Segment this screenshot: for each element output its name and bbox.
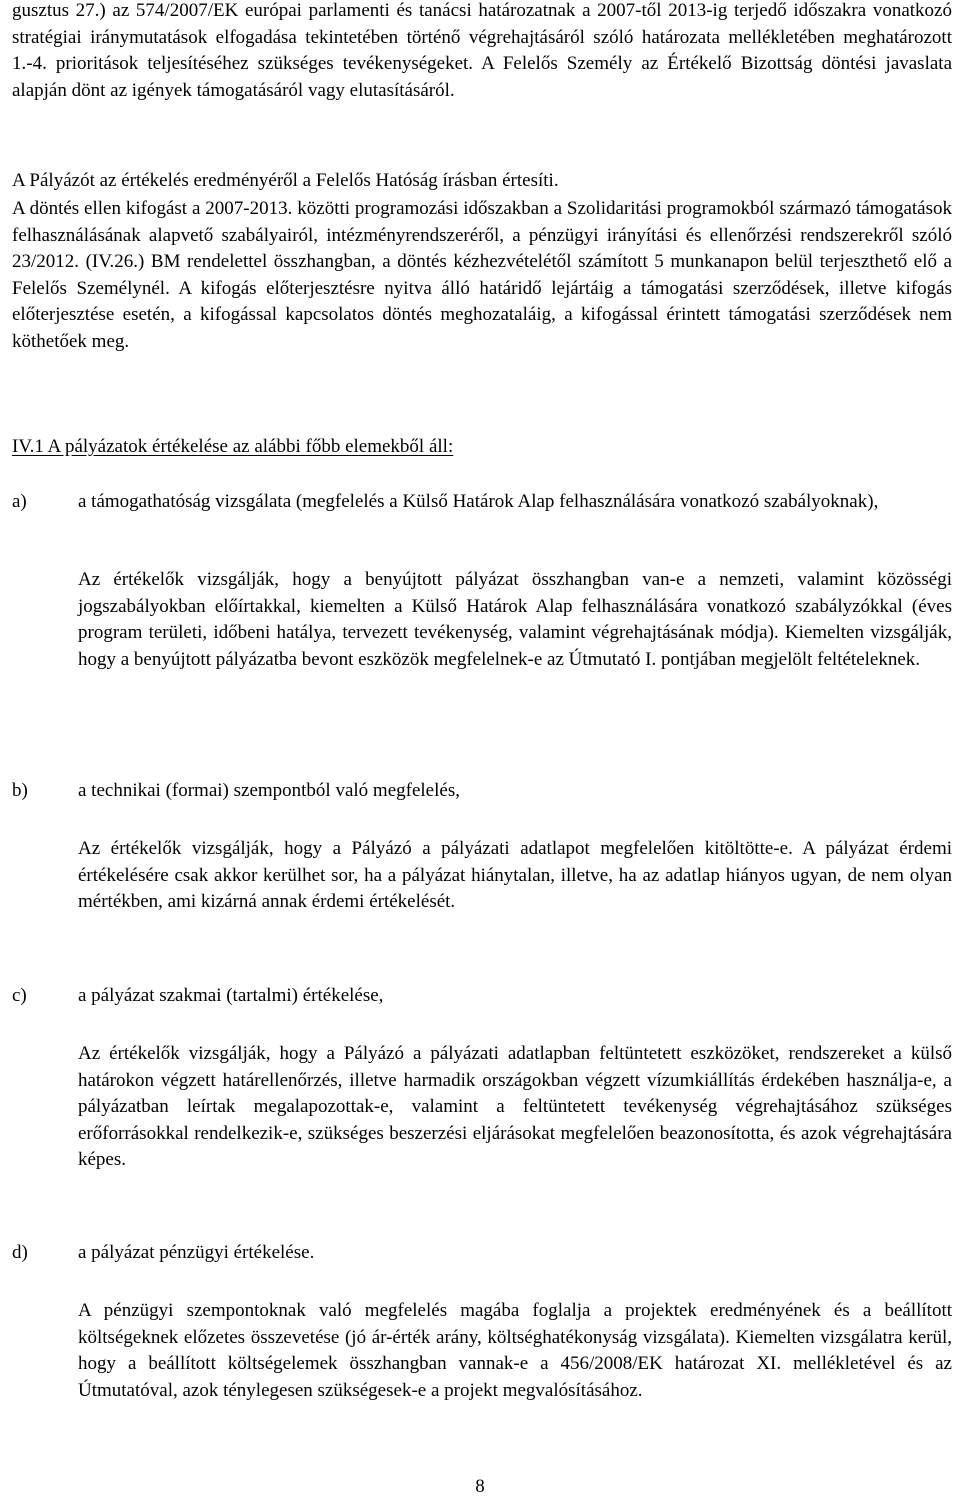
page-number: 8	[475, 1476, 485, 1497]
list-item-title: a pályázat pénzügyi értékelése.	[78, 1242, 315, 1263]
list-item-a	[12, 489, 952, 516]
list-item-title: a támogathatóság vizsgálata (megfelelés a Külső Határok Alap felhasználására vonatkozó szabályoknak),	[78, 491, 879, 512]
list-item-letter: c)	[12, 985, 27, 1006]
list-item-b-body: Az értékelők vizsgálják, hogy a Pályázó a pályázati adatlapot megfelelően kitöltötte-e. A pályázat érdemi értékelésére csak akkor kerülhet sor, ha a pályázat hiánytalan, illetve, ha az adatlap hiányos ugyan, de nem olyan mértékben, ami kizárná annak érdemi értékelését.	[78, 838, 952, 912]
list-item-title: a pályázat szakmai (tartalmi) értékelése,	[78, 985, 384, 1006]
list-item-title: a technikai (formai) szempontból való megfelelés,	[78, 780, 460, 801]
list-item-d-body: A pénzügyi szempontoknak való megfelelés magába foglalja a projektek eredményének és a beállított költségeknek előzetes összevetése (jó ár-érték arány, költséghatékonyság vizsgálata). Kiemelten vizsgálatra kerül, hogy a beállított költségelemek összhangban vannak-e a 456/2008/EK határozat XI. mellékletével és az Útmutatóval, azok ténylegesen szükségesek-e a projekt megvalósításához.	[78, 1300, 952, 1401]
list-item-c	[12, 983, 952, 1010]
paragraph-objection: A döntés ellen kifogást a 2007-2013. közötti programozási időszakban a Szolidaritási programokból származó támogatások felhasználásának alapvető szabályairól, intézményrendszeréről, a pénzügyi irányítási és ellenőrzési rendszerekről szóló 23/2012. (IV.26.) BM rendelettel összhangban, a döntés kézhezvételétől számított 5 munkanapon belül terjeszthető elő a Felelős Személynél. A kifogás előterjesztésre nyitva álló határidő lejártáig a támogatási szerződések, illetve kifogás előterjesztése esetén, a kifogással kapcsolatos döntés meghozataláig, a kifogással érintett támogatási szerződések nem köthetőek meg.	[12, 198, 952, 352]
list-item-letter: b)	[12, 780, 28, 801]
list-item-c-body: Az értékelők vizsgálják, hogy a Pályázó a pályázati adatlapban feltüntetett eszközöket, rendszereket a külső határokon végzett határellenőrzés, illetve harmadik országokban végzett vízumkiállítás érdekében használja-e, a pályázatban leírtak megalapozottak-e, valamint a feltüntetett tevékenység végrehajtásához szükséges erőforrásokkal rendelkezik-e, szükséges beszerzési eljárásokat megfelelően beazonosította, és azok végrehajtására képes.	[78, 1043, 952, 1170]
list-item-letter: d)	[12, 1242, 28, 1263]
list-item-d	[12, 1240, 952, 1267]
list-item-a-body: Az értékelők vizsgálják, hogy a benyújtott pályázat összhangban van-e a nemzeti, valamint közösségi jogszabályokban előírtakkal, kiemelten a Külső Határok Alap felhasználására vonatkozó szabályzókkal (éves program területi, időbeni hatálya, tervezett tevékenység, valamint végrehajtásának módja). Kiemelten vizsgálják, hogy a benyújtott pályázatba bevont eszközök megfelelnek-e az Útmutató I. pontjában megjelölt feltételeknek.	[78, 569, 952, 670]
paragraph-decision-support: gusztus 27.) az 574/2007/EK európai parlamenti és tanácsi határozatnak a 2007-től 2013-ig terjedő időszakra vonatkozó stratégiai iránymutatások elfogadása tekintetében történő végrehajtásáról szóló határozata mellékletében meghatározott 1.-4. prioritások teljesítéséhez szükséges tevékenységeket. A Felelős Személy az Értékelő Bizottság döntési javaslata alapján dönt az igények támogatásáról vagy elutasításáról.	[12, 0, 952, 101]
list-item-letter: a)	[12, 491, 27, 512]
paragraph-notification: A Pályázót az értékelés eredményéről a Felelős Hatóság írásban értesíti.	[12, 170, 559, 191]
section-heading: IV.1 A pályázatok értékelése az alábbi főbb elemekből áll:	[12, 436, 454, 457]
list-item-b	[12, 778, 952, 805]
